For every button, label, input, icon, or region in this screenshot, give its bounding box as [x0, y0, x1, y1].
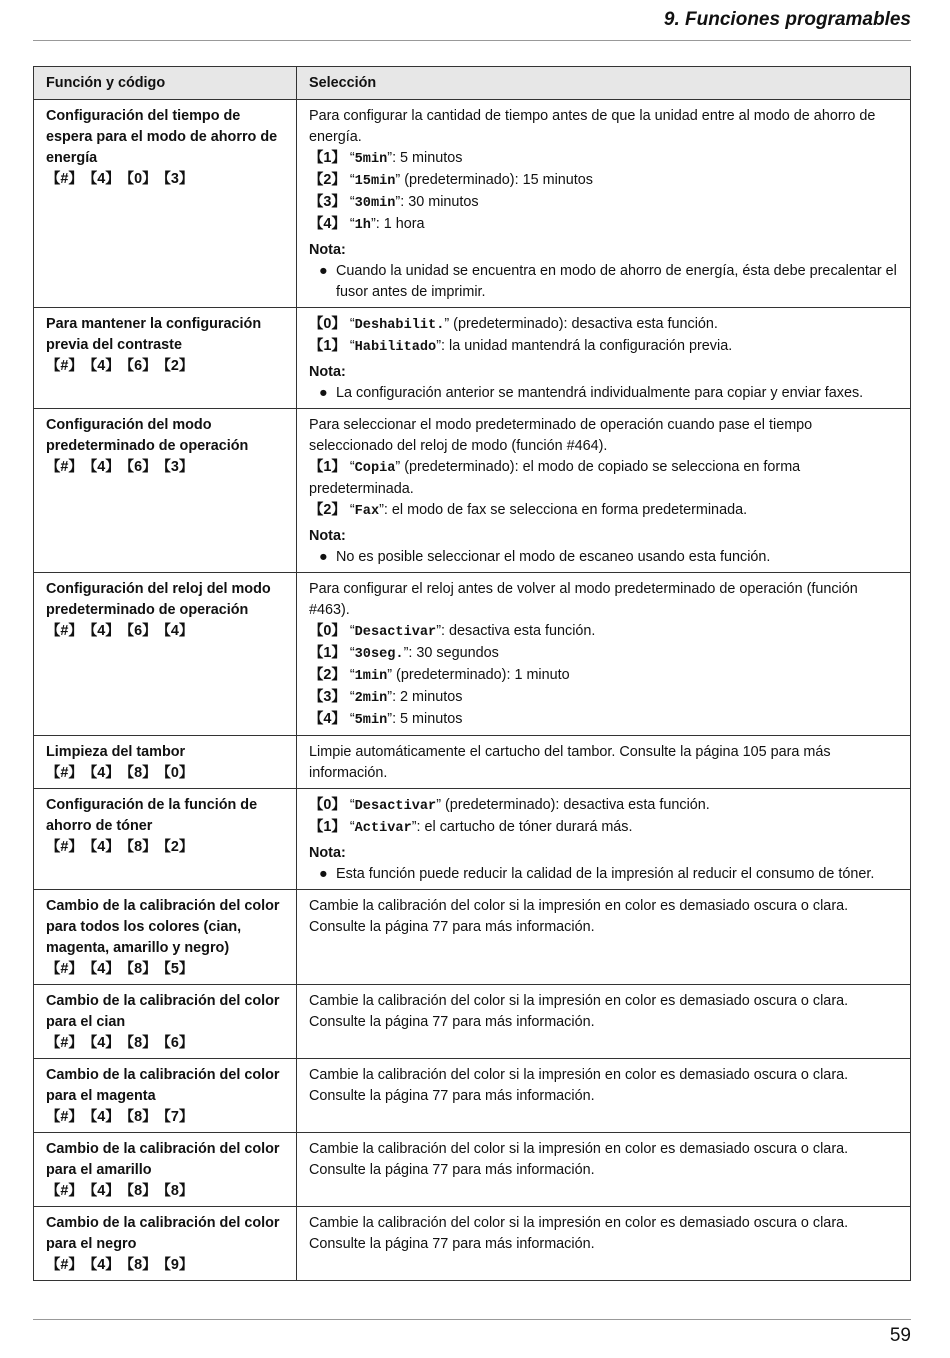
- key-cap: 【4】: [82, 1109, 120, 1125]
- key-cap: 【#】: [46, 765, 83, 781]
- key-label: 3: [170, 171, 179, 187]
- selection-intro: Cambie la calibración del color si la impresión en color es demasiado oscura o clara. Consulte la página 77 para más información.: [309, 1067, 849, 1104]
- key-label: #: [60, 961, 69, 977]
- key-label: #: [60, 1257, 69, 1273]
- table-row: [34, 736, 911, 789]
- function-cell: [34, 1059, 297, 1133]
- note-label: Nota:: [309, 242, 346, 258]
- key-cap: 【8】: [119, 1257, 157, 1273]
- selection-intro: Para configurar la cantidad de tiempo antes de que la unidad entre al modo de ahorro de energía.: [309, 108, 876, 145]
- option-value: Desactivar: [354, 799, 437, 814]
- note-label: Nota:: [309, 364, 346, 380]
- function-name: Configuración de la función de ahorro de tóner: [46, 797, 258, 834]
- key-cap: 【#】: [46, 358, 83, 374]
- selection-cell: [297, 1207, 911, 1281]
- selection-option: 【0】 “Deshabilit.” (predeterminado): desactiva esta función.: [309, 316, 718, 333]
- key-cap: 【2】: [309, 667, 346, 683]
- function-code: [46, 959, 286, 980]
- function-name: Cambio de la calibración del color para el cian: [46, 993, 280, 1030]
- key-cap: 【0】: [309, 623, 346, 639]
- option-value: Deshabilit.: [354, 318, 445, 333]
- key-cap: 【#】: [46, 839, 83, 855]
- key-label: 4: [97, 1183, 106, 1199]
- key-label: 9: [170, 1257, 179, 1273]
- bullet-icon: ●: [319, 385, 328, 401]
- key-label: 0: [323, 623, 332, 639]
- key-label: 8: [134, 839, 143, 855]
- key-cap: 【0】: [309, 797, 346, 813]
- option-value: 30min: [354, 196, 396, 211]
- key-cap: 【3】: [156, 459, 194, 475]
- key-label: 2: [170, 839, 179, 855]
- key-label: 5: [170, 961, 179, 977]
- function-cell: [34, 409, 297, 573]
- selection-cell: [297, 736, 911, 789]
- selection-intro: Para configurar el reloj antes de volver al modo predeterminado de operación (función #463).: [309, 581, 858, 618]
- table-row: [34, 308, 911, 409]
- key-label: 0: [170, 765, 179, 781]
- key-label: 4: [97, 1109, 106, 1125]
- page-footer: [33, 1319, 911, 1346]
- key-cap: 【8】: [119, 1109, 157, 1125]
- key-label: 0: [323, 797, 332, 813]
- function-code: [46, 356, 286, 377]
- key-cap: 【8】: [119, 765, 157, 781]
- key-cap: 【2】: [309, 502, 346, 518]
- key-cap: 【#】: [46, 1035, 83, 1051]
- option-value: 15min: [354, 174, 396, 189]
- function-cell: [34, 985, 297, 1059]
- selection-option: 【1】 “5min”: 5 minutos: [309, 150, 463, 167]
- table-row: [34, 573, 911, 736]
- key-cap: 【1】: [309, 338, 346, 354]
- key-cap: 【#】: [46, 459, 83, 475]
- key-cap: 【#】: [46, 623, 83, 639]
- key-cap: 【4】: [82, 623, 120, 639]
- key-cap: 【#】: [46, 1183, 83, 1199]
- option-value: Activar: [354, 821, 412, 836]
- key-cap: 【2】: [309, 172, 346, 188]
- table-row: [34, 409, 911, 573]
- key-label: #: [60, 1035, 69, 1051]
- key-cap: 【4】: [156, 623, 194, 639]
- key-cap: 【3】: [309, 194, 346, 210]
- option-description: : 30 minutos: [400, 194, 479, 210]
- key-cap: 【8】: [119, 961, 157, 977]
- selection-intro: Para seleccionar el modo predeterminado de operación cuando pase el tiempo seleccionado del reloj de modo (función #464).: [309, 417, 813, 454]
- selection-option: 【1】 “Copia” (predeterminado): el modo de copiado se selecciona en forma predeterminada.: [309, 459, 801, 497]
- function-code: [46, 1181, 286, 1202]
- function-name: Limpieza del tambor: [46, 744, 186, 760]
- key-label: 4: [97, 765, 106, 781]
- note-text: La configuración anterior se mantendrá individualmente para copiar y enviar faxes.: [336, 385, 864, 401]
- function-name: Configuración del reloj del modo predeterminado de operación: [46, 581, 271, 618]
- selection-cell: [297, 409, 911, 573]
- table-row: [34, 890, 911, 985]
- table-row: [34, 1059, 911, 1133]
- option-value: 5min: [354, 152, 388, 167]
- option-value: 2min: [354, 691, 388, 706]
- key-cap: 【1】: [309, 459, 346, 475]
- key-label: 4: [97, 961, 106, 977]
- option-description: : el cartucho de tóner durará más.: [416, 819, 633, 835]
- key-label: 2: [170, 358, 179, 374]
- key-cap: 【4】: [82, 1257, 120, 1273]
- bullet-icon: ●: [319, 866, 328, 882]
- key-cap: 【2】: [156, 839, 194, 855]
- option-description: (predeterminado): desactiva esta función.: [449, 316, 718, 332]
- function-code: [46, 763, 286, 784]
- note-label: Nota:: [309, 845, 346, 861]
- table-row: [34, 1133, 911, 1207]
- option-description: : la unidad mantendrá la configuración previa.: [441, 338, 733, 354]
- key-cap: 【5】: [156, 961, 194, 977]
- key-cap: 【9】: [156, 1257, 194, 1273]
- function-cell: [34, 1207, 297, 1281]
- option-description: (predeterminado): 1 minuto: [392, 667, 570, 683]
- function-code: [46, 457, 286, 478]
- function-cell: [34, 100, 297, 308]
- key-label: 4: [323, 711, 332, 727]
- key-cap: 【4】: [82, 1035, 120, 1051]
- table-row: [34, 985, 911, 1059]
- key-cap: 【8】: [156, 1183, 194, 1199]
- key-cap: 【6】: [119, 623, 157, 639]
- key-cap: 【4】: [82, 171, 120, 187]
- key-label: 2: [323, 502, 332, 518]
- note-label: Nota:: [309, 528, 346, 544]
- key-cap: 【#】: [46, 1257, 83, 1273]
- key-label: 4: [97, 839, 106, 855]
- key-label: 8: [134, 1183, 143, 1199]
- column-header-selection: Selección: [297, 67, 911, 100]
- option-value: Desactivar: [354, 625, 437, 640]
- function-code: [46, 621, 286, 642]
- option-description: : 5 minutos: [392, 150, 463, 166]
- selection-option: 【0】 “Desactivar” (predeterminado): desactiva esta función.: [309, 797, 710, 814]
- key-cap: 【4】: [82, 839, 120, 855]
- key-cap: 【1】: [309, 645, 346, 661]
- option-description: (predeterminado): 15 minutos: [400, 172, 593, 188]
- key-label: #: [60, 839, 69, 855]
- key-cap: 【1】: [309, 819, 346, 835]
- selection-cell: [297, 573, 911, 736]
- page-header: [33, 0, 911, 41]
- function-cell: [34, 890, 297, 985]
- key-label: #: [60, 171, 69, 187]
- key-label: 8: [134, 765, 143, 781]
- selection-option: 【3】 “30min”: 30 minutos: [309, 194, 479, 211]
- key-cap: 【#】: [46, 171, 83, 187]
- option-value: Fax: [354, 504, 380, 519]
- key-cap: 【7】: [156, 1109, 194, 1125]
- key-cap: 【8】: [119, 1183, 157, 1199]
- key-cap: 【0】: [309, 316, 346, 332]
- function-table: [33, 66, 911, 1281]
- note-text: Cuando la unidad se encuentra en modo de ahorro de energía, ésta debe precalentar el fusor antes de imprimir.: [336, 263, 897, 300]
- key-label: 1: [323, 819, 332, 835]
- selection-cell: [297, 308, 911, 409]
- note-item: [309, 383, 900, 404]
- key-cap: 【6】: [119, 358, 157, 374]
- key-cap: 【4】: [309, 216, 346, 232]
- key-label: 6: [170, 1035, 179, 1051]
- selection-option: 【4】 “1h”: 1 hora: [309, 216, 425, 233]
- selection-cell: [297, 1059, 911, 1133]
- key-label: 4: [97, 623, 106, 639]
- selection-intro: Limpie automáticamente el cartucho del tambor. Consulte la página 105 para más información.: [309, 744, 831, 781]
- note-item: [309, 261, 900, 303]
- key-label: #: [60, 358, 69, 374]
- function-code: [46, 1255, 286, 1276]
- bullet-icon: ●: [319, 549, 328, 565]
- function-name: Cambio de la calibración del color para el amarillo: [46, 1141, 280, 1178]
- key-label: 4: [97, 1257, 106, 1273]
- key-cap: 【6】: [119, 459, 157, 475]
- selection-intro: Cambie la calibración del color si la impresión en color es demasiado oscura o clara. Consulte la página 77 para más información.: [309, 898, 849, 935]
- option-value: 1h: [354, 218, 371, 233]
- function-name: Cambio de la calibración del color para el magenta: [46, 1067, 280, 1104]
- function-cell: [34, 308, 297, 409]
- key-label: #: [60, 1183, 69, 1199]
- key-cap: 【4】: [82, 358, 120, 374]
- function-cell: [34, 573, 297, 736]
- note-text: Esta función puede reducir la calidad de la impresión al reducir el consumo de tóner.: [336, 866, 875, 882]
- function-code: [46, 837, 286, 858]
- key-cap: 【4】: [82, 459, 120, 475]
- function-name: Configuración del modo predeterminado de operación: [46, 417, 249, 454]
- selection-cell: [297, 985, 911, 1059]
- selection-option: 【1】 “Activar”: el cartucho de tóner durará más.: [309, 819, 633, 836]
- option-description: : 1 hora: [375, 216, 425, 232]
- key-cap: 【#】: [46, 1109, 83, 1125]
- option-description: (predeterminado): el modo de copiado se selecciona en forma predeterminada.: [309, 459, 801, 497]
- function-cell: [34, 789, 297, 890]
- section-title: 9. Funciones programables: [663, 9, 911, 30]
- option-value: 30seg.: [354, 647, 404, 662]
- note-item: [309, 547, 900, 568]
- function-name: Cambio de la calibración del color para el negro: [46, 1215, 280, 1252]
- key-label: 6: [134, 459, 143, 475]
- key-cap: 【4】: [82, 961, 120, 977]
- selection-intro: Cambie la calibración del color si la impresión en color es demasiado oscura o clara. Consulte la página 77 para más información.: [309, 1215, 849, 1252]
- key-label: 2: [323, 667, 332, 683]
- function-name: Configuración del tiempo de espera para el modo de ahorro de energía: [46, 108, 278, 166]
- selection-option: 【1】 “Habilitado”: la unidad mantendrá la configuración previa.: [309, 338, 733, 355]
- option-description: (predeterminado): desactiva esta función.: [441, 797, 710, 813]
- function-name: Para mantener la configuración previa del contraste: [46, 316, 262, 353]
- table-row: [34, 789, 911, 890]
- key-label: #: [60, 459, 69, 475]
- table-row: [34, 100, 911, 308]
- function-cell: [34, 1133, 297, 1207]
- key-label: 0: [134, 171, 143, 187]
- option-description: : 30 segundos: [408, 645, 499, 661]
- key-cap: 【4】: [82, 1183, 120, 1199]
- function-code: [46, 169, 286, 190]
- option-value: 5min: [354, 713, 388, 728]
- key-cap: 【1】: [309, 150, 346, 166]
- key-label: 8: [134, 961, 143, 977]
- key-label: 1: [323, 338, 332, 354]
- selection-cell: [297, 890, 911, 985]
- key-label: 1: [323, 150, 332, 166]
- option-value: 1min: [354, 669, 388, 684]
- key-label: 6: [134, 623, 143, 639]
- key-label: 4: [170, 623, 179, 639]
- key-label: 4: [97, 171, 106, 187]
- bullet-icon: ●: [319, 263, 328, 279]
- selection-option: 【0】 “Desactivar”: desactiva esta función.: [309, 623, 596, 640]
- key-label: 0: [323, 316, 332, 332]
- function-code: [46, 1033, 286, 1054]
- selection-cell: [297, 789, 911, 890]
- key-label: 2: [323, 172, 332, 188]
- function-code: [46, 1107, 286, 1128]
- function-table-container: [33, 66, 911, 1281]
- key-label: 8: [134, 1035, 143, 1051]
- key-label: 4: [97, 1035, 106, 1051]
- key-cap: 【2】: [156, 358, 194, 374]
- selection-intro: Cambie la calibración del color si la impresión en color es demasiado oscura o clara. Consulte la página 77 para más información.: [309, 993, 849, 1030]
- key-label: 1: [323, 645, 332, 661]
- key-cap: 【3】: [156, 171, 194, 187]
- selection-option: 【2】 “15min” (predeterminado): 15 minutos: [309, 172, 593, 189]
- key-label: 4: [323, 216, 332, 232]
- key-cap: 【4】: [309, 711, 346, 727]
- key-label: 4: [97, 459, 106, 475]
- table-row: [34, 1207, 911, 1281]
- selection-option: 【1】 “30seg.”: 30 segundos: [309, 645, 499, 662]
- function-name: Cambio de la calibración del color para todos los colores (cian, magenta, amarillo y negro): [46, 898, 280, 956]
- key-cap: 【8】: [119, 839, 157, 855]
- key-label: 8: [134, 1257, 143, 1273]
- page-number: 59: [889, 1325, 911, 1346]
- selection-option: 【3】 “2min”: 2 minutos: [309, 689, 463, 706]
- option-description: : 2 minutos: [392, 689, 463, 705]
- option-description: : desactiva esta función.: [441, 623, 596, 639]
- option-value: Copia: [354, 461, 396, 476]
- selection-option: 【2】 “Fax”: el modo de fax se selecciona en forma predeterminada.: [309, 502, 748, 519]
- key-label: 3: [170, 459, 179, 475]
- key-cap: 【4】: [82, 765, 120, 781]
- selection-intro: Cambie la calibración del color si la impresión en color es demasiado oscura o clara. Consulte la página 77 para más información.: [309, 1141, 849, 1178]
- key-label: 6: [134, 358, 143, 374]
- function-cell: [34, 736, 297, 789]
- selection-option: 【2】 “1min” (predeterminado): 1 minuto: [309, 667, 570, 684]
- key-label: 3: [323, 194, 332, 210]
- note-text: No es posible seleccionar el modo de escaneo usando esta función.: [336, 549, 771, 565]
- selection-cell: [297, 100, 911, 308]
- key-label: 7: [170, 1109, 179, 1125]
- table-header-row: [34, 67, 911, 100]
- key-cap: 【0】: [156, 765, 194, 781]
- key-cap: 【#】: [46, 961, 83, 977]
- key-label: #: [60, 765, 69, 781]
- key-cap: 【6】: [156, 1035, 194, 1051]
- key-label: #: [60, 1109, 69, 1125]
- key-cap: 【3】: [309, 689, 346, 705]
- key-cap: 【8】: [119, 1035, 157, 1051]
- key-label: 3: [323, 689, 332, 705]
- selection-option: 【4】 “5min”: 5 minutos: [309, 711, 463, 728]
- option-value: Habilitado: [354, 340, 437, 355]
- option-description: : 5 minutos: [392, 711, 463, 727]
- key-label: 8: [134, 1109, 143, 1125]
- key-label: #: [60, 623, 69, 639]
- option-description: : el modo de fax se selecciona en forma predeterminada.: [383, 502, 748, 518]
- key-label: 4: [97, 358, 106, 374]
- key-label: 1: [323, 459, 332, 475]
- key-label: 8: [170, 1183, 179, 1199]
- note-item: [309, 864, 900, 885]
- selection-cell: [297, 1133, 911, 1207]
- column-header-function: Función y código: [34, 67, 297, 100]
- key-cap: 【0】: [119, 171, 157, 187]
